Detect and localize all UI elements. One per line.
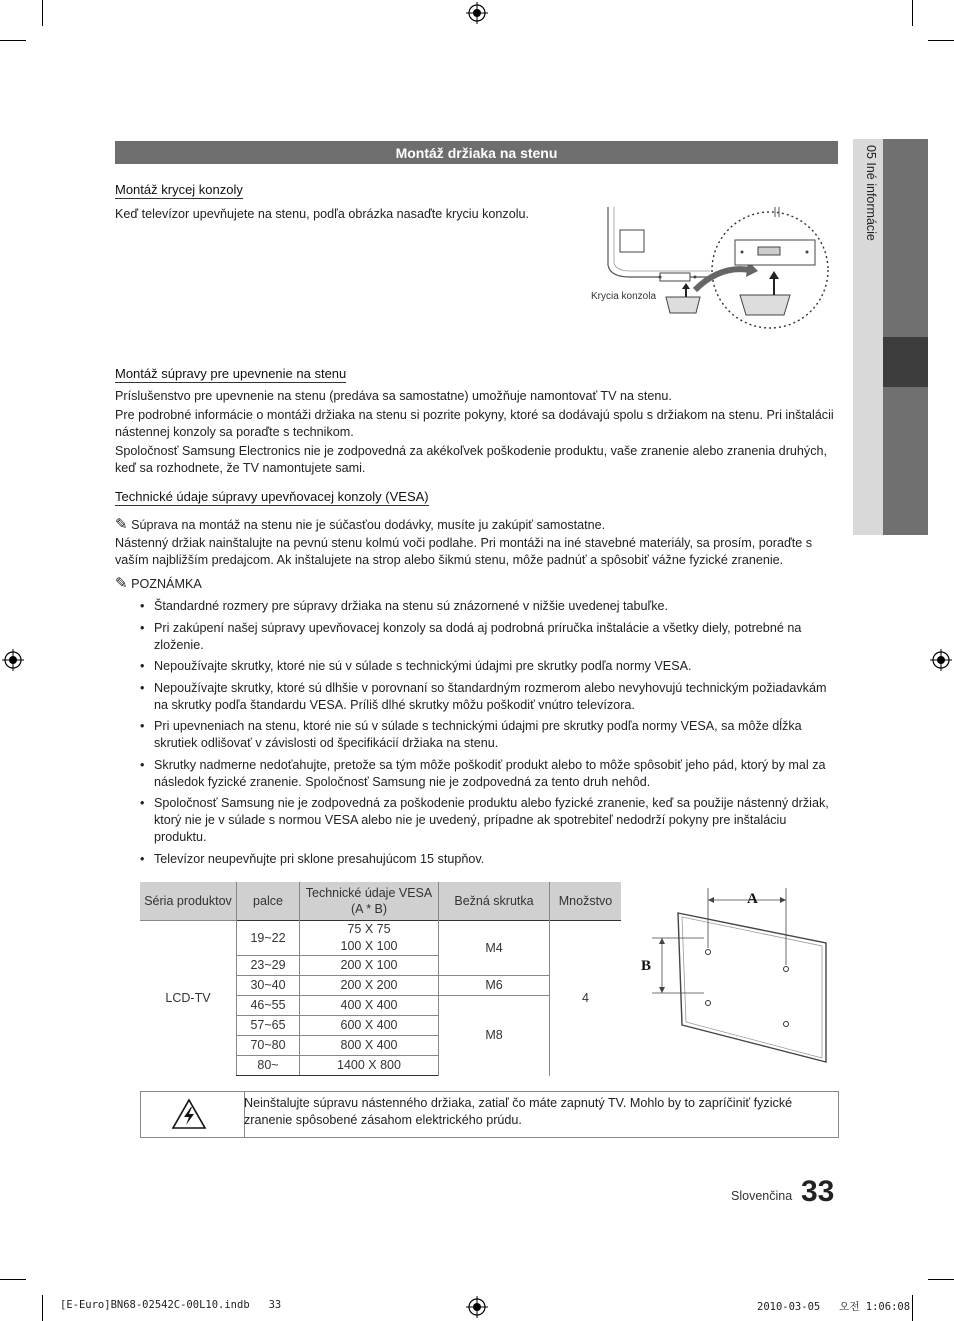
section-heading-kit: Montáž súpravy pre upevnenie na stenu [115, 366, 347, 381]
vesa-dimension-diagram [636, 880, 836, 1065]
table-cell-series: LCD-TV [140, 921, 237, 1076]
list-item: • Pri zakúpení našej súpravy upevňovacej konzoly sa dodá aj podrobná príručka inštalácie a všetky diely, potrebné na zloženie. [140, 621, 802, 652]
note-pencil-icon: ✎ [115, 516, 128, 533]
table-cell-inch: 19~22 [237, 921, 300, 956]
diagram-label-a: A [747, 891, 758, 907]
table-cell-inch: 57~65 [237, 1016, 300, 1036]
table-cell-vesa: 600 X 400 [300, 1016, 439, 1036]
footer-date: 2010-03-05 오전 1:06:08 [757, 1301, 911, 1313]
table-cell-inch: 80~ [237, 1056, 300, 1076]
vesa-paragraph: Nástenný držiak nainštalujte na pevnú stenu kolmú voči podlahe. Pri montáži na iné stavebné materiály, sa prosím, poraďte s vaším najbližším predajcom. Ak inštalujete na strop alebo šikmú stenu, môže padnúť a spôsobiť vážne fyzické zranenie. [115, 536, 813, 567]
registration-mark-icon [466, 2, 488, 24]
table-header-cell: palce [237, 882, 300, 921]
list-item: • Pri upevneniach na stenu, ktoré nie sú v súlade s technickými údajmi pre skrutky podľa normy VESA, sa môže dĺžka skrutiek odlišovať v závislosti od špecifikácií držiaka na stenu. [140, 719, 802, 750]
crop-mark [928, 1279, 954, 1280]
list-item: • Skrutky nadmerne nedoťahujte, pretože sa tým môže poškodiť produkt alebo to môže spôsobiť jeho pád, ktorý by mal za následok fyzické zranenie. Spoločnosť Samsung nie je zodpovedná za tento druh nehôd. [140, 758, 826, 789]
list-item: • Nepoužívajte skrutky, ktoré nie sú v súlade s technickými údajmi pre skrutky podľa normy VESA. [140, 659, 692, 673]
list-item: • Televízor neupevňujte pri sklone presahujúcom 15 stupňov. [140, 852, 485, 866]
registration-mark-icon [2, 649, 24, 671]
footer-language: Slovenčina [731, 1189, 793, 1203]
crop-mark [0, 1279, 26, 1280]
note-label: POZNÁMKA [131, 577, 202, 591]
diagram-label-b: B [641, 958, 652, 974]
kit-paragraph-3: Spoločnosť Samsung Electronics nie je zodpovedná za akékoľvek poškodenie produktu, vaše zranenie alebo zranenia druhých, keď sa rozhodnete, že TV namontujete sami. [115, 444, 827, 475]
registration-mark-icon [930, 649, 952, 671]
page-number: 33 [801, 1175, 835, 1208]
list-item: • Nepoužívajte skrutky, ktoré sú dlhšie v porovnaní so štandardným rozmerom alebo nevyhovujú technickým požiadavkám na skrutky podľa štandardu VESA. Príliš dlhé skrutky môžu poškodiť vnútro televízora. [140, 681, 827, 712]
table-cell-vesa: 400 X 400 [300, 996, 439, 1016]
crop-mark [928, 40, 954, 41]
table-cell-inch: 46~55 [237, 996, 300, 1016]
table-header-cell: Bežná skrutka [439, 882, 550, 921]
table-cell-screw: M4 [439, 921, 550, 976]
cover-bracket-figure [590, 205, 830, 330]
table-cell-inch: 30~40 [237, 976, 300, 996]
note-line-text: Súprava na montáž na stenu nie je súčasťou dodávky, musíte ju zakúpiť samostatne. [131, 518, 606, 532]
registration-mark-icon [466, 1296, 488, 1318]
side-tab-marker [883, 337, 928, 387]
table-cell-vesa: 200 X 200 [300, 976, 439, 996]
table-header-cell: Technické údaje VESA (A * B) [300, 882, 439, 921]
kit-paragraph-2: Pre podrobné informácie o montáži držiaka na stenu si pozrite pokyny, ktoré sa dodávajú spolu s držiakom na stenu. Pri inštalácii nástennej konzoly sa poraďte s technikom. [115, 408, 834, 439]
table-header-cell: Séria produktov [140, 882, 237, 921]
table-row [140, 921, 621, 939]
section-heading-cover: Montáž krycej konzoly [115, 182, 243, 197]
table-cell-vesa: 800 X 400 [300, 1036, 439, 1056]
table-cell-screw: M6 [439, 976, 550, 996]
list-item: • Štandardné rozmery pre súpravy držiaka na stenu sú znázornené v nižšie uvedenej tabuľke. [140, 599, 669, 613]
warning-text: Neinštalujte súpravu nástenného držiaka, zatiaľ čo máte zapnutý TV. Mohlo by to zapríčiniť fyzické zranenie spôsobené zásahom elektrického prúdu. [244, 1096, 793, 1127]
figure-label-cover-bracket: Krycia konzola [591, 291, 657, 302]
crop-mark [0, 40, 26, 41]
page-title: Montáž držiaka na stenu [115, 141, 838, 164]
crop-mark [912, 1295, 913, 1321]
table-cell-vesa: 1400 X 800 [300, 1056, 439, 1076]
side-tab-label: 05 Iné informácie [864, 145, 878, 241]
list-item: • Spoločnosť Samsung nie je zodpovedná za poškodenie produktu alebo fyzické zranenie, keď sa použije nástenný držiak, ktorý nie je v súlade s normou VESA alebo nie je uvedený, prípadne ak spotrebiteľ nedodrží pokyny pre inštaláciu produktu. [140, 796, 829, 844]
electric-shock-warning-icon [171, 1098, 207, 1130]
footer-file: [E-Euro]BN68-02542C-00L10.indb 33 [60, 1299, 282, 1311]
table-header-row [140, 882, 621, 921]
vesa-table [140, 882, 621, 1076]
table-cell-screw: M8 [439, 996, 550, 1076]
table-cell-quantity: 4 [550, 921, 622, 1076]
table-cell-vesa: 100 X 100 [300, 938, 439, 956]
table-cell-inch: 23~29 [237, 956, 300, 976]
crop-mark [42, 1295, 43, 1321]
section-text-cover: Keď televízor upevňujete na stenu, podľa obrázka nasaďte kryciu konzolu. [115, 207, 530, 221]
kit-paragraph-1: Príslušenstvo pre upevnenie na stenu (predáva sa samostatne) umožňuje namontovať TV na stenu. [115, 389, 672, 403]
crop-mark [42, 0, 43, 26]
table-cell-inch: 70~80 [237, 1036, 300, 1056]
table-cell-vesa: 200 X 100 [300, 956, 439, 976]
table-header-cell: Množstvo [550, 882, 622, 921]
note-pencil-icon: ✎ [115, 575, 128, 592]
note-header [115, 575, 202, 593]
section-heading-vesa: Technické údaje súpravy upevňovacej konzoly (VESA) [115, 489, 429, 504]
crop-mark [912, 0, 913, 26]
note-line [115, 516, 837, 534]
table-cell-vesa: 75 X 75 [300, 921, 439, 939]
